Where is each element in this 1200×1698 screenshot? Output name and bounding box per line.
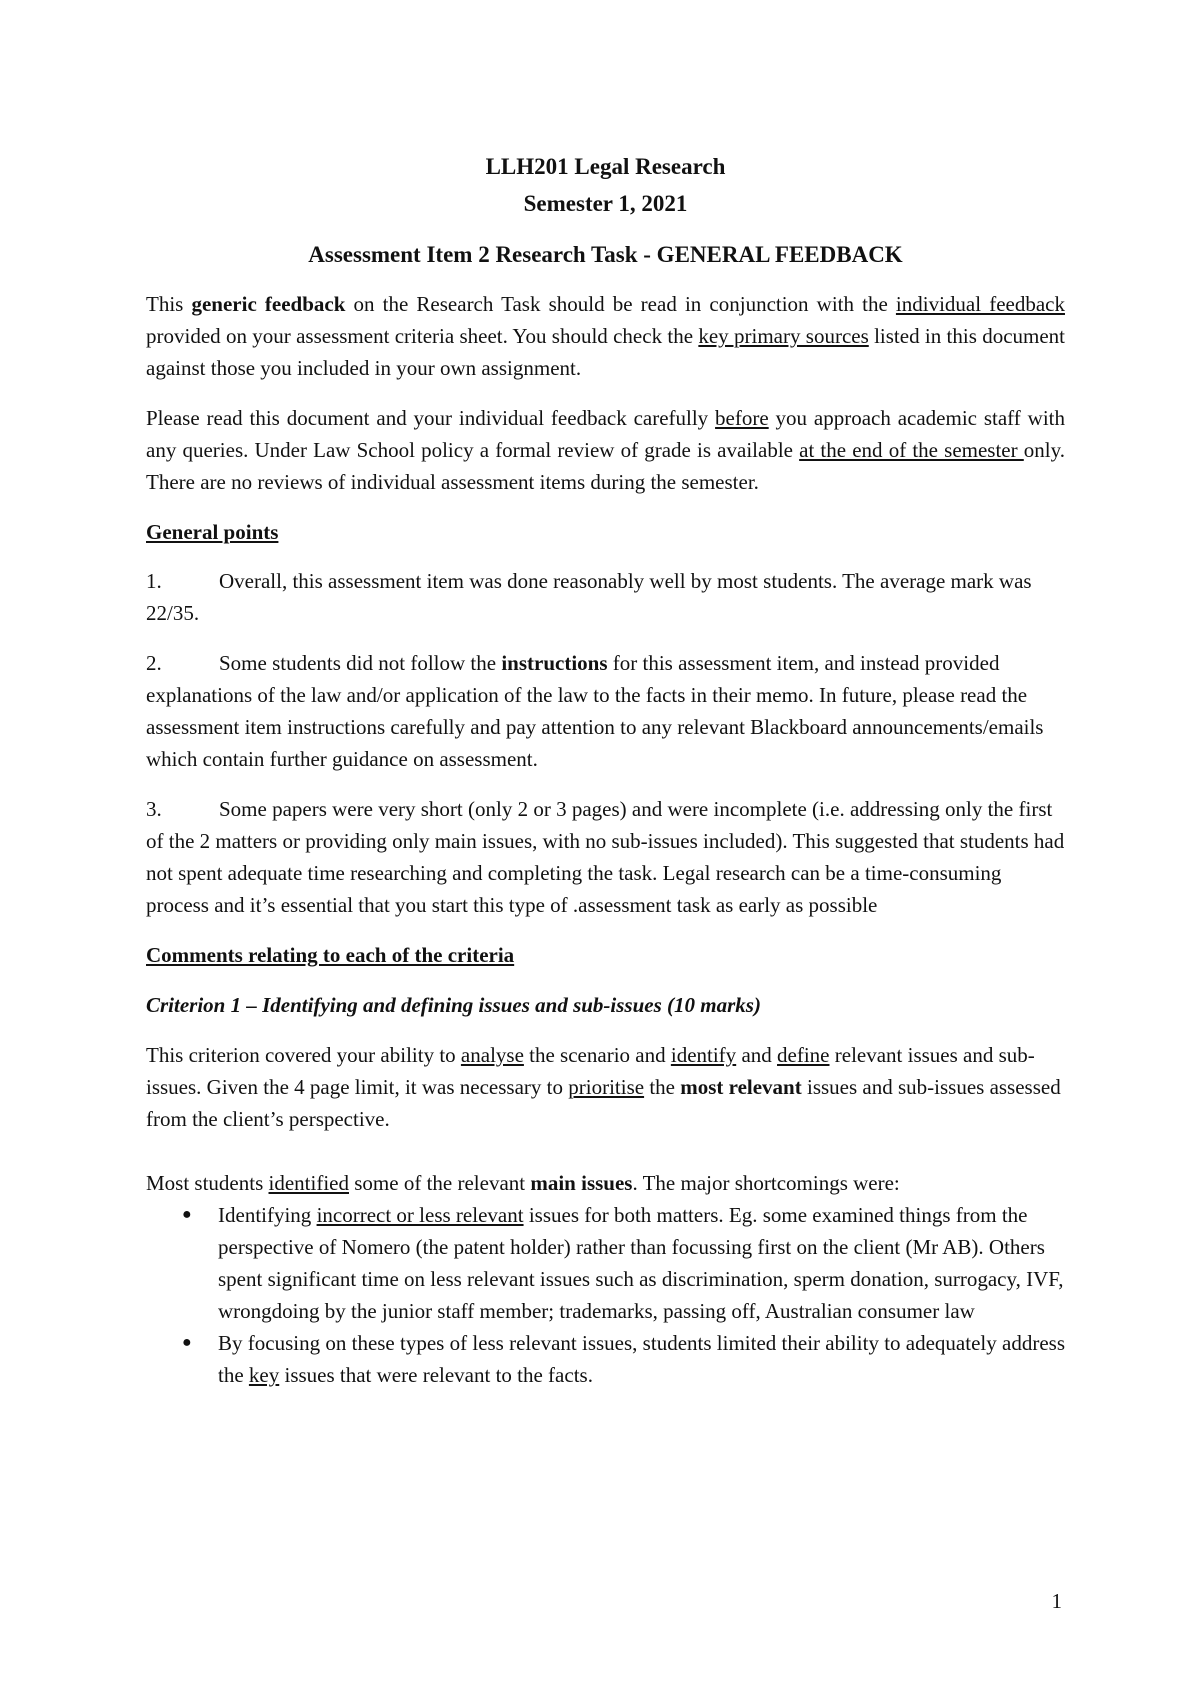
list-item: [182, 1327, 1065, 1391]
point-number: 2.: [146, 651, 162, 675]
text-span: you approach academic staff with any queries. Under Law School policy a formal review of grade is available: [146, 406, 1065, 462]
criterion-1-title: Criterion 1 – Identifying and defining issues and sub-issues (10 marks): [146, 993, 761, 1017]
point-number: 3.: [146, 797, 162, 821]
text-span: Some students did not follow the: [219, 651, 502, 675]
criterion-1-paragraph: [146, 1039, 1065, 1135]
text-span: and: [736, 1043, 778, 1067]
text-span: some of the relevant: [349, 1171, 531, 1195]
text-span: provided on your assessment criteria sheet. You should check the: [146, 324, 699, 348]
page-number: 1: [1051, 1589, 1062, 1613]
text-span: the scenario and: [523, 1043, 671, 1067]
text-span: By focusing on these types of less relevant issues, students limited their ability to adequately address the: [218, 1331, 1065, 1387]
point-number: 1.: [146, 569, 162, 593]
criteria-heading: Comments relating to each of the criteria: [146, 943, 515, 967]
bullet-icon: ●: [182, 1334, 192, 1351]
text-span: for this assessment item, and instead provided explanations of the law and/or application of the law to the facts in their memo. In future, please read the assessment item instructions carefully and pay attention to any relevant Blackboard announcements/emails which contain further guidance on assessment.: [146, 651, 1044, 771]
shortcomings-list: [146, 1199, 1065, 1391]
semester-title: Semester 1, 2021: [523, 191, 688, 216]
text-span: issues that were relevant to the facts.: [279, 1363, 593, 1387]
underlined-text: identified: [268, 1171, 349, 1195]
point-text: Overall, this assessment item was done reasonably well by most students. The average mark was 22/35.: [146, 569, 1032, 625]
text-span: Most students: [146, 1171, 269, 1195]
underlined-text: before: [715, 406, 769, 430]
assessment-title: Assessment Item 2 Research Task - GENERAL FEEDBACK: [308, 242, 903, 267]
text-span: Identifying: [218, 1203, 317, 1227]
underlined-text: incorrect or less relevant: [316, 1203, 524, 1227]
numbered-point-1: [146, 565, 1065, 629]
intro-paragraph-2: [146, 402, 1065, 498]
text-span: on the Research Task should be read in conjunction with the: [345, 292, 896, 316]
text-span: issues and sub-issues assessed from the client’s perspective.: [146, 1075, 1061, 1131]
numbered-point-3: [146, 793, 1065, 921]
document-title: [146, 148, 1065, 222]
text-span: the: [644, 1075, 681, 1099]
underlined-text: key: [248, 1363, 280, 1387]
intro-paragraph-1: [146, 288, 1065, 384]
text-span: relevant issues and sub-issues. Given the 4 page limit, it was necessary to: [146, 1043, 1035, 1099]
bold-text: generic feedback: [191, 292, 346, 316]
text-span: This criterion covered your ability to: [146, 1043, 461, 1067]
underlined-text: prioritise: [568, 1075, 645, 1099]
text-span: . The major shortcomings were:: [632, 1171, 900, 1195]
bold-text: main issues: [530, 1171, 633, 1195]
underlined-text: at the end of the semester: [799, 438, 1024, 462]
list-item: [182, 1199, 1065, 1327]
shortcomings-intro: [146, 1167, 1065, 1199]
underlined-text: define: [777, 1043, 830, 1067]
text-span: only. There are no reviews of individual assessment items during the semester.: [146, 438, 1066, 494]
point-text: Some papers were very short (only 2 or 3 pages) and were incomplete (i.e. addressing only the first of the 2 matters or providing only main issues, with no sub-issues included). This suggested that students had not spent adequate time researching and completing the task. Legal research can be a time-consuming process and it’s essential that you start this type of .assessment task as early as possible: [146, 797, 1065, 917]
underlined-text: analyse: [460, 1043, 524, 1067]
bold-text: instructions: [501, 651, 608, 675]
bold-text: most relevant: [680, 1075, 802, 1099]
underlined-text: identify: [670, 1043, 737, 1067]
underlined-text: individual feedback: [895, 292, 1065, 316]
text-span: listed in this document against those you included in your own assignment.: [146, 324, 1065, 380]
general-points-heading: General points: [146, 520, 279, 544]
underlined-text: key primary sources: [698, 324, 869, 348]
text-span: Please read this document and your individual feedback carefully: [146, 406, 716, 430]
course-title: LLH201 Legal Research: [485, 154, 726, 179]
bullet-icon: ●: [182, 1206, 192, 1223]
text-span: This: [146, 292, 192, 316]
numbered-point-2: [146, 647, 1065, 775]
text-span: issues for both matters. Eg. some examined things from the perspective of Nomero (the patent holder) rather than focussing first on the client (Mr AB). Others spent significant time on less relevant issues such as discrimination, sperm donation, surrogacy, IVF, wrongdoing by the junior staff member; trademarks, passing off, Australian consumer law: [218, 1203, 1064, 1323]
